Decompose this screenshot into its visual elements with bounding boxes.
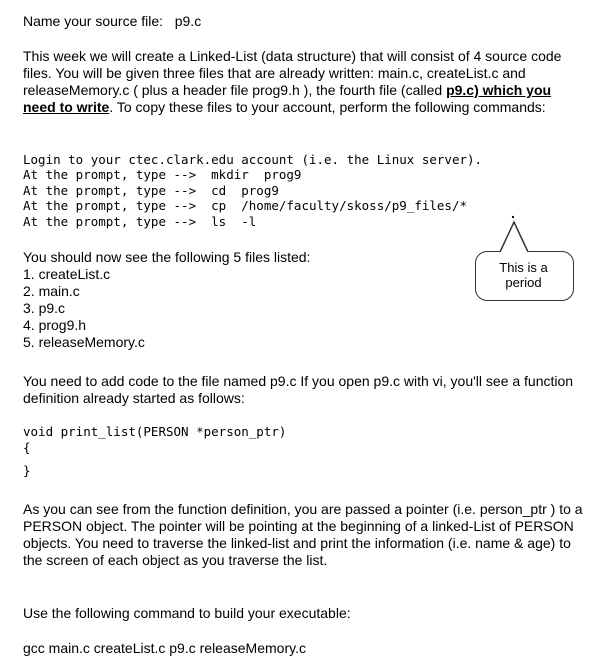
build-intro: Use the following command to build your executable: bbox=[23, 605, 351, 621]
file-item: 4. prog9.h bbox=[23, 317, 87, 333]
add-code-paragraph: You need to add code to the file named p9.c If you open p9.c with vi, you'll see a function definition already started as follows: bbox=[23, 373, 574, 406]
build-command: gcc main.c createList.c p9.c releaseMemory.c bbox=[23, 640, 306, 656]
code-line: } bbox=[23, 463, 31, 478]
callout-line: This is a bbox=[499, 260, 548, 275]
file-item: 5. releaseMemory.c bbox=[23, 334, 145, 350]
files-list bbox=[23, 266, 583, 351]
files-intro: You should now see the following 5 files listed: bbox=[23, 249, 311, 265]
intro-part1: This week we will create a Linked-List (data structure) that will consist of 4 source code files. You will be given three files that are already written: main.c, createList.c and releaseMemory.c ( plus a header file prog9.h ), the fourth file (called bbox=[23, 48, 562, 98]
command-line: At the prompt, type --> ls -l bbox=[23, 214, 257, 229]
period-mark: . bbox=[511, 205, 515, 221]
callout-line: period bbox=[505, 275, 542, 290]
source-file-label: Name your source file: bbox=[23, 13, 164, 29]
source-file-value: p9.c bbox=[174, 13, 202, 29]
command-line: Login to your ctec.clark.edu account (i.e. the Linux server). bbox=[23, 152, 483, 167]
command-line: At the prompt, type --> cd prog9 bbox=[23, 183, 279, 198]
file-item: 3. p9.c bbox=[23, 300, 66, 316]
command-line: At the prompt, type --> mkdir prog9 bbox=[23, 167, 302, 182]
file-item: 2. main.c bbox=[23, 283, 80, 299]
intro-part2: . To copy these files to your account, perform the following commands: bbox=[109, 99, 546, 115]
command-line: At the prompt, type --> cp /home/faculty/skoss/p9_files/* bbox=[23, 198, 468, 213]
code-line: void print_list(PERSON *person_ptr) bbox=[23, 424, 287, 439]
explanation-paragraph: As you can see from the function definition, you are passed a pointer (i.e. person_ptr ) to a PERSON object. The pointer will be pointing at the beginning of a linked-List of PERSON objects. You need to traverse the linked-list and print the information (i.e. name & age) to the screen of each object as you traverse the list. bbox=[23, 501, 583, 568]
code-line: { bbox=[23, 440, 31, 455]
file-item: 1. createList.c bbox=[23, 266, 111, 282]
intro-bold-part: p9.c) which you need to write bbox=[23, 82, 552, 115]
